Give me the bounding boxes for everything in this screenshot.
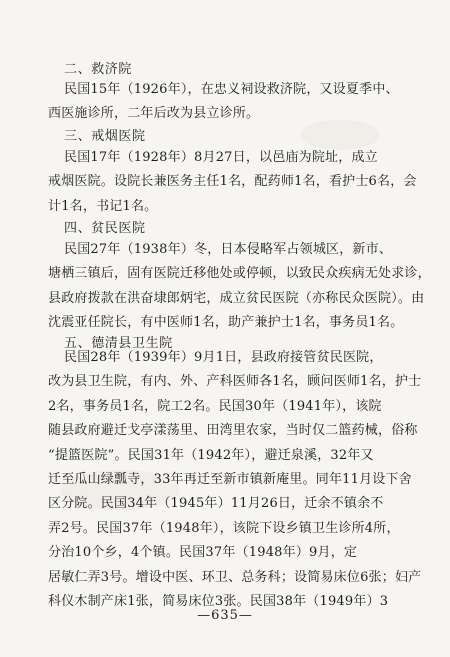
text-line: 分治10个乡，4个镇。民国37年（1948年）9月，定	[48, 545, 358, 561]
text-line: 科仪木制产床1张，简易床位3张。民国38年（1949年）3	[48, 594, 389, 610]
text-line: 改为县卫生院，有内、外、产科医师各1名，顾问医师1名，护士	[48, 374, 422, 390]
text-line: 戒烟医院。设院长兼医务主任1名，配药师1名，看护士6名，会	[48, 174, 417, 190]
text-line: 弄2号。民国37年（1948年），该院下设乡镇卫生诊所4所，	[48, 520, 400, 536]
page-number: —635—	[197, 608, 253, 623]
text-line: 民国28年（1939年）9月1日，县政府接管贫民医院，	[64, 350, 383, 365]
section-body	[48, 146, 436, 219]
text-line: 区分院。民国34年（1945年）11月26日，迁余不镇余不	[48, 496, 384, 512]
text-line: 民国27年（1938年）冬，日本侵略军占领城区，新市、	[64, 242, 393, 257]
text-line: 计1名，书记1名。	[48, 198, 158, 214]
text-line: 沈震亚任院长，有中医师1名，助产兼护士1名，事务员1名。	[48, 315, 404, 331]
text-line: 随县政府避迁戈亭漾荡里、田湾里农家，当时仅二篮药械，俗称	[48, 423, 418, 439]
text-line: 居敏仁弄3号。增设中医、环卫、总务科；设简易床位6张；妇产	[48, 569, 422, 585]
text-line: “提篮医院”。民国31年（1942年），避迁泉溪，32年又	[48, 447, 374, 463]
text-line: 县政府拨款在洪奋埭郎炳宅，成立贫民医院（亦称民众医院）。由	[48, 290, 425, 306]
text-line: 西医施诊所，二年后改为县立诊所。	[48, 106, 260, 122]
section-body	[48, 346, 436, 614]
section-heading: 五、德清县卫生院	[64, 336, 173, 351]
text-line: 2名，事务员1名，院工2名。民国30年（1941年），该院	[48, 398, 382, 414]
section-heading: 四、贫民医院	[64, 221, 146, 236]
text-line: 塘栖三镇后，固有医院迁移他处或停顿，以致民众疾病无处求诊，	[48, 266, 431, 282]
section-body	[48, 238, 436, 336]
section-heading: 三、戒烟医院	[64, 129, 146, 144]
text-line: 民国15年（1926年），在忠义祠设救济院，又设夏季中、	[64, 82, 399, 97]
text-line: 迁至瓜山绿瓢寺，33年再迁至新市镇新庵里。同年11月设下舍	[48, 472, 412, 488]
section-body	[48, 78, 436, 127]
text-line: 民国17年（1928年）8月27日，以邑庙为院址，成立	[64, 150, 378, 165]
section-heading: 二、救济院	[64, 62, 133, 77]
